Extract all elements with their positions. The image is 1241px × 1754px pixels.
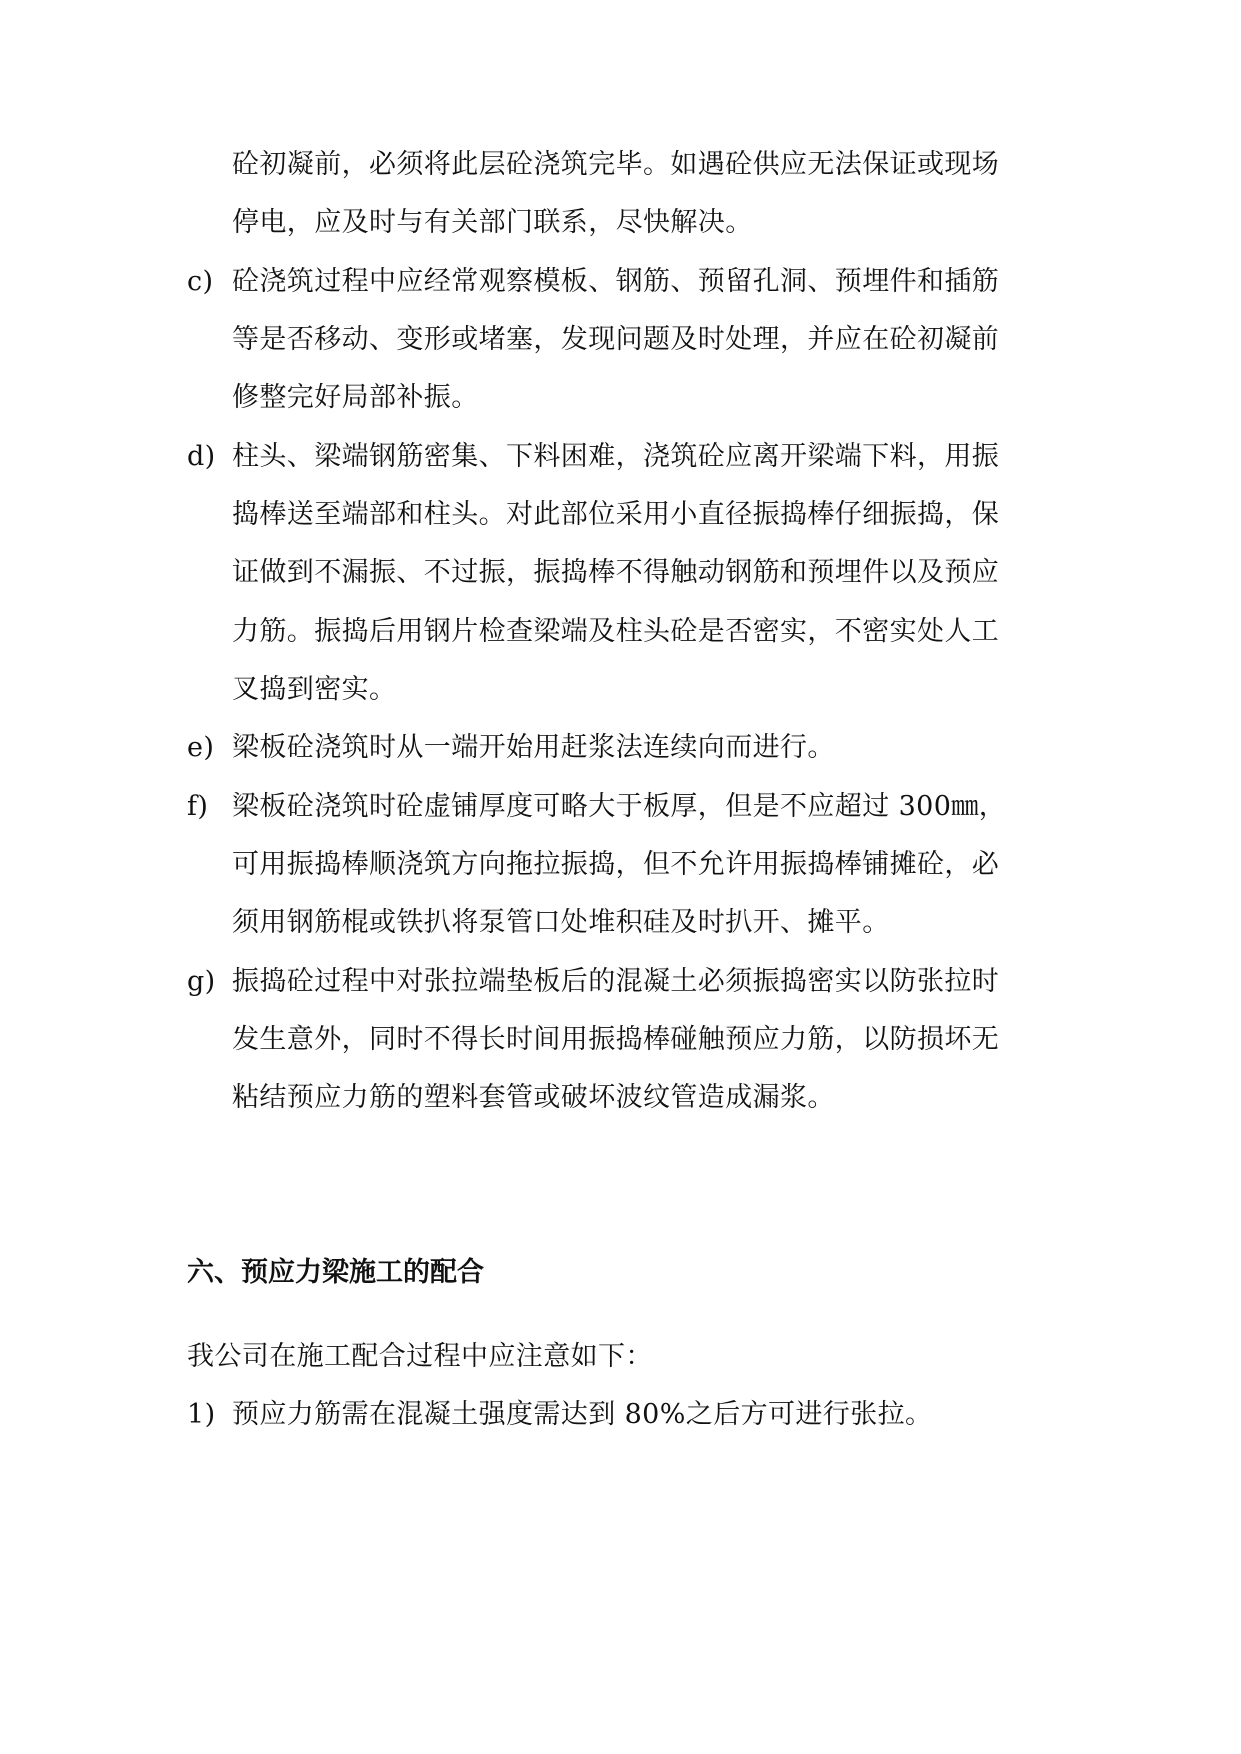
list-item-line: 捣棒送至端部和柱头。对此部位采用小直径振捣棒仔细振捣，保 — [232, 499, 1000, 530]
continuation-line: 砼初凝前，必须将此层砼浇筑完毕。如遇砼供应无法保证或现场 — [232, 149, 1000, 180]
list-item-line: 砼浇筑过程中应经常观察模板、钢筋、预留孔洞、预埋件和插筋 — [232, 266, 1000, 297]
section-heading: 六、预应力梁施工的配合 — [187, 1257, 484, 1288]
list-item-marker: e) — [187, 732, 215, 763]
numbered-item-marker: 1) — [187, 1399, 216, 1430]
list-item-line: 须用钢筋棍或铁扒将泵管口处堆积硅及时扒开、摊平。 — [232, 907, 890, 938]
list-item-line: 梁板砼浇筑时砼虚铺厚度可略大于板厚，但是不应超过 300㎜， — [232, 791, 1007, 822]
list-item-line: 柱头、梁端钢筋密集、下料困难，浇筑砼应离开梁端下料，用振 — [232, 441, 1000, 472]
list-item-marker: d) — [187, 441, 216, 472]
numbered-item-text: 预应力筋需在混凝土强度需达到 80%之后方可进行张拉。 — [232, 1399, 933, 1430]
list-item-line: 发生意外，同时不得长时间用振捣棒碰触预应力筋，以防损坏无 — [232, 1024, 1000, 1055]
list-item-line: 证做到不漏振、不过振，振捣棒不得触动钢筋和预埋件以及预应 — [232, 557, 1000, 588]
list-item-line: 粘结预应力筋的塑料套管或破坏波纹管造成漏浆。 — [232, 1082, 835, 1113]
list-item-line: 振捣砼过程中对张拉端垫板后的混凝土必须振捣密实以防张拉时 — [232, 966, 1000, 997]
list-item-line: 梁板砼浇筑时从一端开始用赶浆法连续向而进行。 — [232, 732, 835, 763]
list-item-line: 等是否移动、变形或堵塞，发现问题及时处理，并应在砼初凝前 — [232, 324, 1000, 355]
list-item-line: 叉捣到密实。 — [232, 674, 397, 705]
list-item-line: 可用振捣棒顺浇筑方向拖拉振捣，但不允许用振捣棒铺摊砼，必 — [232, 849, 1000, 880]
list-item-marker: f) — [187, 791, 209, 822]
section-intro: 我公司在施工配合过程中应注意如下： — [187, 1341, 653, 1372]
continuation-line: 停电，应及时与有关部门联系，尽快解决。 — [232, 207, 753, 238]
list-item-marker: c) — [187, 266, 214, 297]
list-item-line: 修整完好局部补振。 — [232, 382, 479, 413]
list-item-marker: g) — [187, 966, 216, 997]
list-item-line: 力筋。振捣后用钢片检查梁端及柱头砼是否密实，不密实处人工 — [232, 616, 1000, 647]
